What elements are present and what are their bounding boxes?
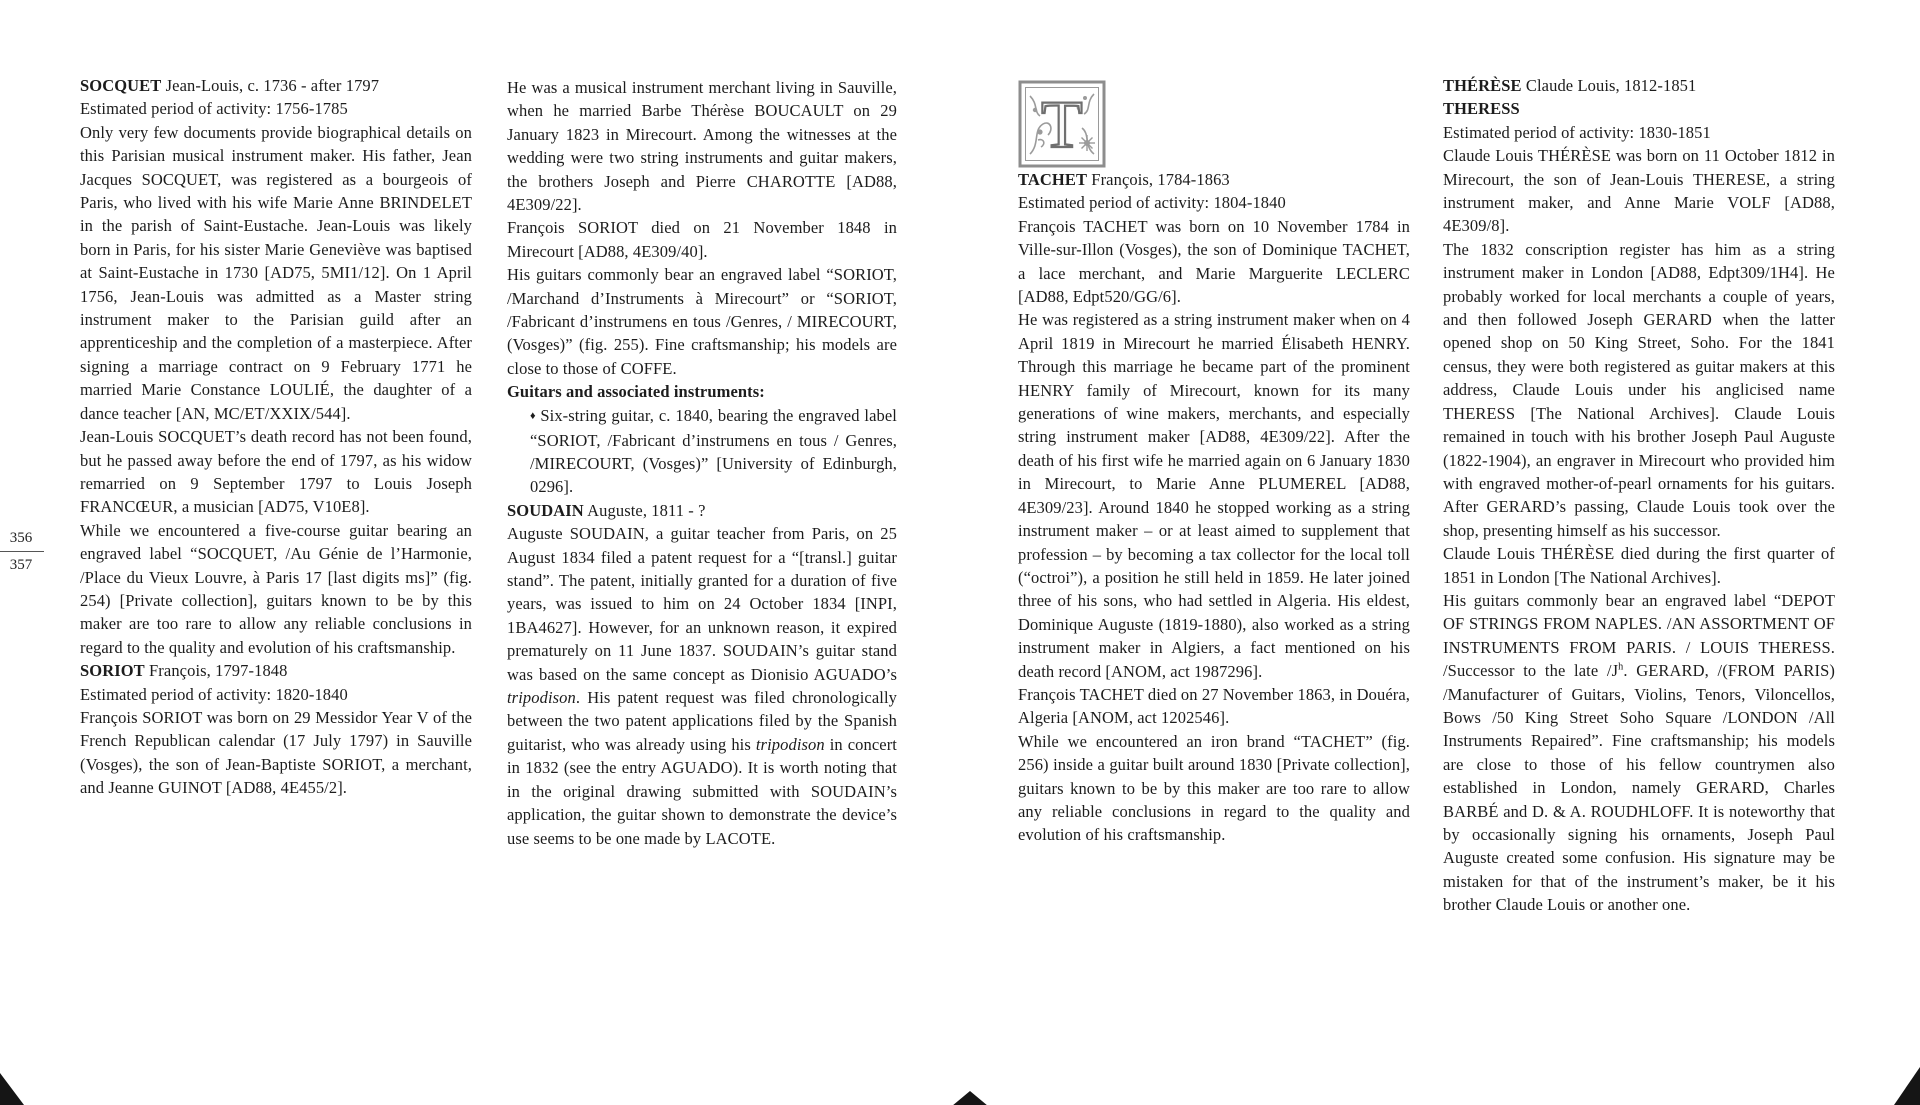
soudain-paragraph-1: Auguste SOUDAIN, a guitar teacher from Paris, on 25 August 1834 filed a patent request for a “[transl.] guitar stand”. The patent, initially granted for a duration of five years, was issued to him on 24 October 1834 [INPI, 1BA4627]. However, for an unknown reason, it expired prematurely on 11 June 1837. SOUDAIN’s guitar stand was based on the same concept as Dionisio AGUADO’s tripodison. His patent request was filed chronologically between the two patent applications filed by the Spanish guitarist, who was already using his tripodison in concert in 1832 (see the entry AGUADO). It is worth noting that in the original drawing submitted with SOUDAIN’s application, the guitar shown to demonstrate the device’s use seems to be one made by LACOTE.: [507, 524, 897, 848]
therese-paragraph-1: Claude Louis THÉRÈSE was born on 11 October 1812 in Mirecourt, the son of Jean-Louis THERESE, a string instrument maker, and Anne Marie VOLF [AD88, 4E309/8].: [1443, 146, 1835, 236]
column-socquet: [80, 74, 472, 800]
therese-paragraph-3: Claude Louis THÉRÈSE died during the first quarter of 1851 in London [The National Archives].: [1443, 544, 1835, 587]
socquet-paragraph-1: Only very few documents provide biographical details on this Parisian musical instrument maker. His father, Jean Jacques SOCQUET, was registered as a bourgeois of Paris, who lived with his wife Marie Anne BRINDELET in the parish of Saint-Eustache. Jean-Louis was likely born in Paris, for his sister Marie Geneviève was baptised at Saint-Eustache in 1730 [AD75, 5MI1/12]. On 1 April 1756, Jean-Louis was admitted as a Master string instrument maker to the Parisian guild after an apprenticeship and the completion of a masterpiece. After signing a marriage contract on 9 February 1771 he married Marie Constance LOULIÉ, the daughter of a dance teacher [AN, MC/ET/XXIX/544].: [80, 122, 472, 423]
therese-paragraph-2: The 1832 conscription register has him as a string instrument maker in London [AD88, Edpt309/1H4]. He probably worked for local merchants a couple of years, and then followed Joseph GERARD when the latter opened shop on 50 King Street, Soho. For the 1841 census, they were both registered as guitar makers at this address, Claude Louis under his anglicised name THERESS [The National Archives]. Claude Louis remained in touch with his brother Joseph Paul Auguste (1822-1904), an engraver in Mirecourt who provided him with engraved mother-of-pearl ornaments for his guitars. After GERARD’s passing, Claude Louis took over the shop, presenting himself as his successor.: [1443, 239, 1835, 540]
initial-letter: T: [1041, 86, 1083, 162]
therese-paragraph-4: His guitars commonly bear an engraved label “DEPOT OF STRINGS FROM NAPLES. /AN ASSORTMENT OF INSTRUMENTS FROM PARIS. / LOUIS THERESS. /Successor to the late $/J^h$. GERARD, /(FROM PARIS) /Manufacturer of Guitars, Violins, Tenors, Viloncellos, Bows /50 King Street Soho Square /LONDON /All Instruments Repaired”. Fine craftsmanship; his models are close to those of his fellow countrymen also established in London, namely GERARD, Charles BARBÉ and D. & A. ROUDHLOFF. It is noteworthy that by occasionally signing his ornaments, Joseph Paul Auguste created some confusion. His signature may be mistaken for that of the instrument’s maker, be it his brother Claude Louis or another one.: [1443, 590, 1836, 915]
entry-dates-socquet: Jean-Louis, c. 1736 - after 1797: [165, 76, 380, 95]
tachet-paragraph-1: François TACHET was born on 10 November 1784 in Ville-sur-Illon (Vosges), the son of Dominique TACHET, a lace merchant, and Marie Marguerite LECLERC [AD88, Edpt520/GG/6].: [1018, 216, 1410, 307]
activity-tachet: Estimated period of activity: 1804-1840: [1018, 193, 1286, 213]
entry-name-theress: THERESS: [1443, 99, 1520, 119]
bullet-diamond-icon: ♦: [530, 410, 537, 423]
entry-heading-soriot: [80, 659, 472, 682]
activity-soriot: Estimated period of activity: 1820-1840: [80, 684, 348, 704]
entry-heading-tachet: [1018, 168, 1410, 191]
scan-artifact-bottom-left: [0, 1073, 24, 1105]
activity-therese: Estimated period of activity: 1830-1851: [1443, 122, 1711, 142]
entry-name-tachet: TACHET: [1018, 170, 1088, 189]
column-therese: [1443, 74, 1835, 917]
soriot-subheading-instruments: Guitars and associated instruments:: [507, 382, 765, 402]
socquet-paragraph-2: Jean-Louis SOCQUET’s death record has not been found, but he passed away before the end of 1797, as his widow remarried on 9 September 1797 to Louis Joseph FRANCŒUR, a musician [AD75, V10E8].: [80, 427, 472, 517]
tachet-paragraph-3: François TACHET died on 27 November 1863, in Douéra, Algeria [ANOM, act 1202546].: [1018, 684, 1410, 728]
column-soriot-soudain: [507, 76, 897, 850]
activity-socquet: Estimated period of activity: 1756-1785: [80, 99, 348, 119]
column-tachet: [1018, 80, 1410, 847]
soriot-bullet-item: [507, 404, 897, 499]
tachet-paragraph-4: While we encountered an iron brand “TACHET” (fig. 256) inside a guitar built around 1830 [Private collection], guitars known to be by this maker are too rare to allow any reliable conclusions in regard to the quality and evolution of his craftsmanship.: [1018, 731, 1410, 845]
entry-dates-soudain: Auguste, 1811 - ?: [587, 500, 706, 520]
entry-heading-therese: [1443, 74, 1835, 97]
entry-dates-soriot: François, 1797-1848: [149, 661, 288, 681]
soriot-bullet-text: Six-string guitar, c. 1840, bearing the engraved label “SORIOT, /Fabricant d’instrumens en tous / Genres, /MIRECOURT, (Vosges)” [University of Edinburgh, 0296].: [530, 405, 897, 497]
entry-altname-theress: [1443, 97, 1835, 120]
entry-name-therese: THÉRÈSE: [1443, 76, 1522, 95]
entry-name-soudain: SOUDAIN: [507, 500, 584, 520]
page-number-top: 356: [9, 530, 33, 546]
entry-name-soriot: SORIOT: [80, 661, 145, 681]
page-numbers: [0, 528, 44, 575]
soriot-paragraph-4: His guitars commonly bear an engraved label “SORIOT, /Marchand d’Instruments à Mirecourt” or “SORIOT, /Fabricant d’instrumens en tous /Genres, / MIRECOURT, (Vosges)” (fig. 255). Fine craftsmanship; his models are close to those of COFFE.: [507, 265, 897, 378]
scan-artifact-bottom-right: [1894, 1067, 1920, 1105]
soriot-paragraph-1: François SORIOT was born on 29 Messidor Year V of the French Republican calendar (17 July 1797) in Sauville (Vosges), the son of Jean-Baptiste SORIOT, a merchant, and Jeanne GUINOT [AD88, 4E455/2].: [80, 707, 472, 798]
scan-artifact-bottom-center: [946, 1091, 994, 1105]
tachet-paragraph-2: He was registered as a string instrument maker when on 4 April 1819 in Mirecourt he married Élisabeth HENRY. Through this marriage he became part of the prominent HENRY family of Mirecourt, known for its many generations of wine makers, merchants, and especially string instrument maker [AD88, 4E309/22]. After the death of his first wife he married again on 6 January 1830 in Mirecourt, to Marie Anne PLUMEREL [AD88, 4E309/23]. Around 1840 he stopped working as a string instrument maker – or at least aimed to supplement that profession – by becoming a tax collector for the local toll (“octroi”), a position he still held in 1859. He later joined three of his sons, who had settled in Algeria. His eldest, Dominique Auguste (1819-1880), also worked as a string instrument maker in Algiers, a fact mentioned on his death record [ANOM, act 1987296].: [1018, 310, 1410, 681]
page-number-divider: [0, 551, 44, 552]
entry-dates-tachet: François, 1784-1863: [1091, 170, 1230, 189]
ornamental-initial-T: [1018, 80, 1106, 168]
entry-heading-socquet: [80, 74, 472, 97]
entry-name-socquet: SOCQUET: [80, 76, 162, 95]
entry-dates-therese: Claude Louis, 1812-1851: [1525, 76, 1697, 95]
soriot-paragraph-2: He was a musical instrument merchant living in Sauville, when he married Barbe Thérèse BOUCAULT on 29 January 1823 in Mirecourt. Among the witnesses at the wedding were two string instruments and guitar makers, the brothers Joseph and Pierre CHAROTTE [AD88, 4E309/22].: [507, 78, 897, 215]
entry-heading-soudain: [507, 499, 897, 522]
socquet-paragraph-3: While we encountered a five-course guitar bearing an engraved label “SOCQUET, /Au Génie de l’Harmonie, /Place du Vieux Louvre, à Paris 17 [last digits ms]” (fig. 254) [Private collection], guitars known to be by this maker are too rare to allow any reliable conclusions in regard to the quality and evolution of his craftsmanship.: [80, 520, 472, 657]
page-number-bottom: 357: [9, 557, 33, 573]
soriot-paragraph-3: François SORIOT died on 21 November 1848 in Mirecourt [AD88, 4E309/40].: [507, 218, 897, 261]
